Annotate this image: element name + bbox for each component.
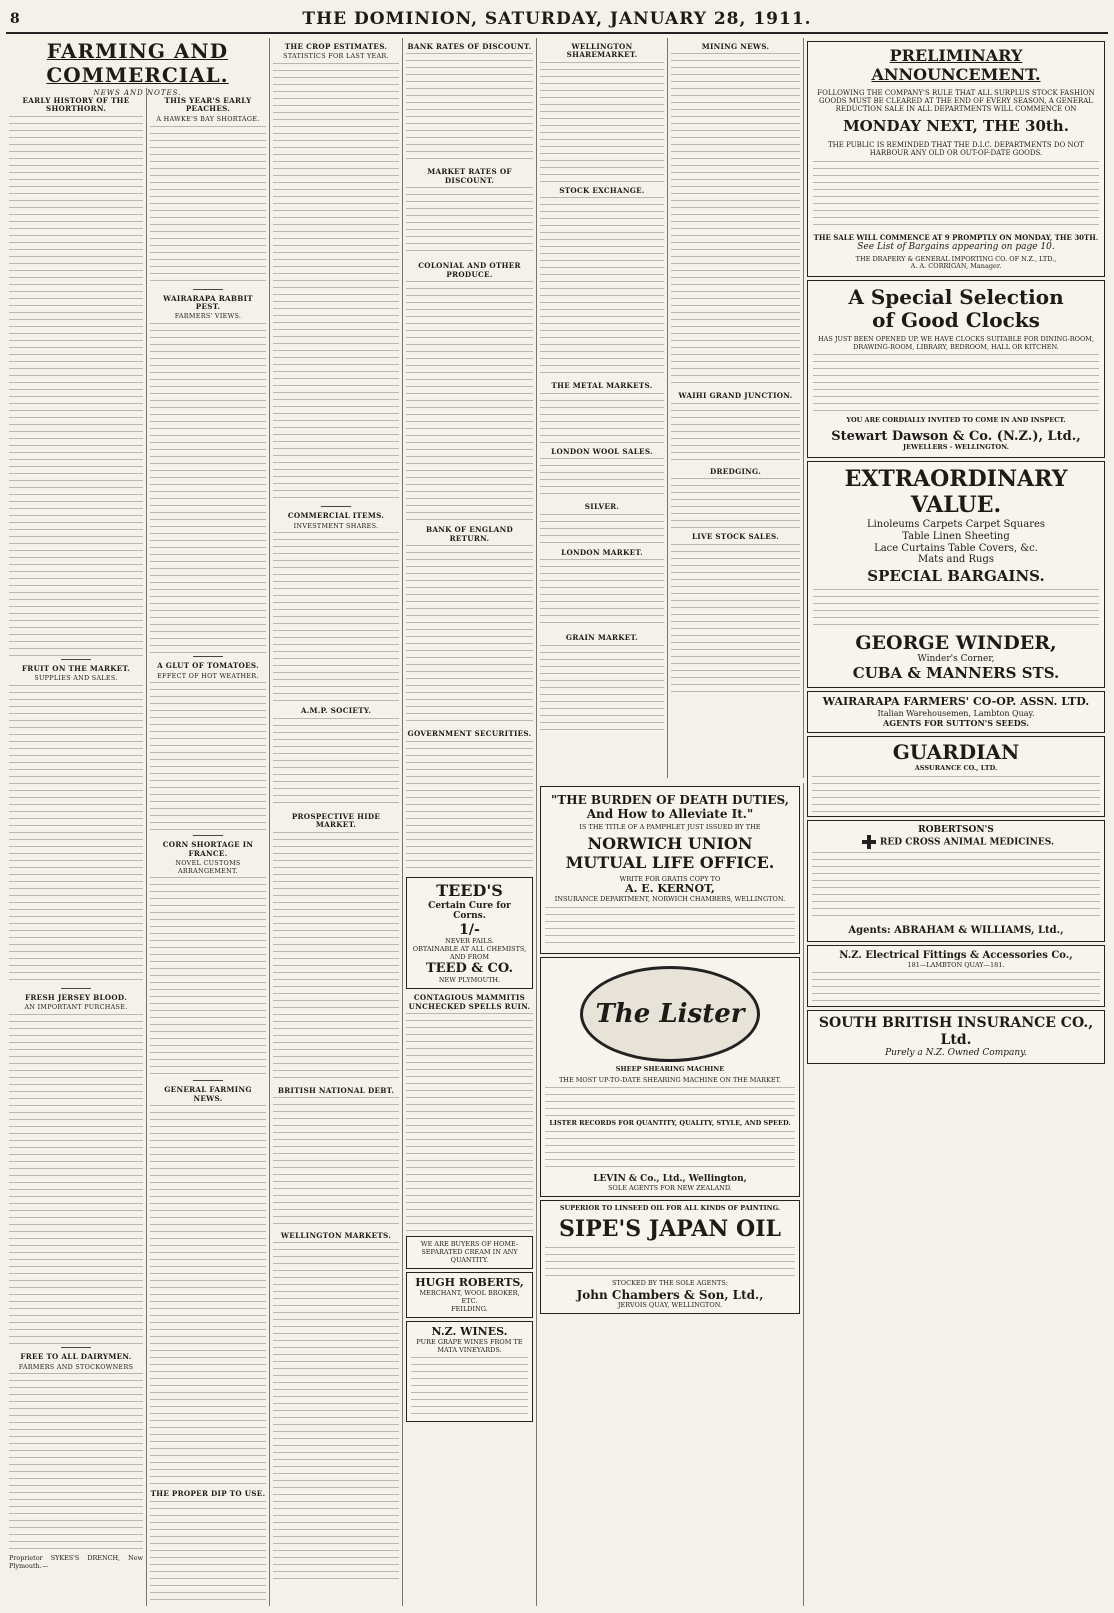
article-heading: BANK RATES OF DISCOUNT. [407,42,532,51]
article-subheading: INVESTMENT SHARES. [293,521,379,530]
newspaper-page [6,6,1108,1606]
norwich-write: WRITE FOR GRATIS COPY TO [619,874,721,883]
norwich-name1: NORWICH UNION [587,833,753,853]
prelim-monday: MONDAY NEXT, THE 30th. [843,116,1069,135]
article-body [150,1105,266,1485]
column-2 [147,38,270,1606]
article-heading: BRITISH NATIONAL DEBT. [277,1085,395,1095]
lister-firm: LEVIN & Co., Ltd., Wellington, [593,1173,747,1184]
lister-agents: SOLE AGENTS FOR NEW ZEALAND. [608,1183,732,1192]
article-heading: GOVERNMENT SECURITIES. [407,729,532,739]
sipes-ad [540,1200,800,1314]
article-body [150,877,266,1077]
section-title: FARMING AND COMMERCIAL. [46,39,229,87]
article-body [406,53,533,163]
column-3 [270,38,403,1606]
article-body [9,685,143,985]
teeds-obtain: OBTAINABLE AT ALL CHEMISTS, AND FROM [412,945,527,961]
extra-2: VALUE. [910,491,1002,518]
article-heading: PROSPECTIVE HIDE MARKET. [291,811,381,830]
masthead [6,6,1108,34]
article-subheading: EFFECT OF HOT WEATHER. [157,671,259,680]
article-body [406,1013,533,1233]
wairarapa-2: Italian Warehousemen, Lambton Quay. [877,709,1035,719]
electrical-sub: 181—LAMBTON QUAY—181. [907,960,1005,969]
article-heading: WAIHI GRAND JUNCTION. [678,391,793,401]
southbrit-sub: Purely a N.Z. Owned Company. [885,1048,1027,1059]
teeds-never: NEVER FAILS. [445,937,494,946]
article-heading: COMMERCIAL ITEMS. [287,511,385,521]
article-heading: MARKET RATES OF DISCOUNT. [427,167,512,185]
robertson-title: ROBERTSON'S [918,824,994,835]
teeds-line: Certain Cure for Corns. [428,900,511,922]
lister-reasons: LISTER RECORDS FOR QUANTITY, QUALITY, STYLE, AND SPEED. [549,1119,791,1128]
goods-3: Lace Curtains Table Covers, &c. [874,542,1038,554]
lister-line: THE MOST UP-TO-DATE SHEARING MACHINE ON THE MARKET. [558,1075,782,1084]
dic-seelist: See List of Bargains appearing on page 10. [857,241,1055,252]
article-subheading: AN IMPORTANT PURCHASE. [24,1003,128,1012]
article-heading: BANK OF ENGLAND RETURN. [426,525,513,543]
hugh-place: FEILDING. [451,1304,488,1313]
hugh-name: HUGH ROBERTS, [415,1276,524,1290]
article-body [273,1097,399,1227]
stewart-sub: JEWELLERS - WELLINGTON. [903,443,1009,452]
article-heading: GENERAL FARMING NEWS. [164,1085,252,1103]
electrical-title: N.Z. Electrical Fittings & Accessories Co., [839,949,1073,961]
norwich-dept: INSURANCE DEPARTMENT, NORWICH CHAMBERS, WELLINGTON. [554,895,786,904]
article-heading: GRAIN MARKET. [565,633,639,643]
article-body [540,62,664,182]
article-heading: WAIRARAPA RABBIT PEST. [163,293,253,311]
section-banner [6,38,270,98]
article-body [671,403,800,463]
article-heading: CORN SHORTAGE IN FRANCE. [162,840,254,858]
article-heading: THIS YEAR'S EARLY PEACHES. [164,96,252,114]
article-heading: SILVER. [584,502,620,512]
article-body [406,187,533,257]
article-heading: WELLINGTON SHAREMARKET. [566,42,638,60]
clocks-ad [807,280,1105,458]
article-subheading: STATISTICS FOR LAST YEAR. [283,52,389,61]
article-body [9,116,143,656]
article-body [273,1242,399,1582]
prelim-title: PRELIMINARY ANNOUNCEMENT. [871,46,1041,84]
winder-ad [807,461,1105,688]
article-body [671,53,800,273]
guardian-sub: ASSURANCE CO., LTD. [914,763,998,772]
cream-text: WE ARE BUYERS OF HOME-SEPARATED CREAM IN ANY QUANTITY. [420,1240,519,1264]
section-subtitle: NEWS AND NOTES. [93,89,182,98]
article-body [406,281,533,521]
newspaper-title: THE DOMINION, SATURDAY, JANUARY 28, 1911. [302,8,812,29]
share-table [273,532,399,702]
hugh-roberts-ad [406,1272,533,1318]
article-body [540,197,664,377]
article-subheading: FARMERS' VIEWS. [174,312,242,321]
winder-name: GEORGE WINDER, [855,631,1057,654]
article-body [406,545,533,725]
article-body [540,645,664,735]
article-body [150,323,266,653]
robertson-ad [807,820,1105,942]
wairarapa-ad [807,691,1105,733]
dic-sale: THE SALE WILL COMMENCE AT 9 PROMPTLY ON MONDAY, THE 30TH. [813,232,1099,242]
sipes-name: SIPE'S JAPAN OIL [559,1215,781,1242]
article-heading: A.M.P. SOCIETY. [300,706,372,716]
article-body [273,63,399,503]
sipes-top: SUPERIOR TO LINSEED OIL FOR ALL KINDS OF PAINTING. [559,1204,781,1213]
article-heading: LONDON WOOL SALES. [551,446,653,456]
teeds-firm: TEED & CO. [426,961,513,977]
dic-ad [807,41,1105,277]
article-body [671,478,800,528]
article-heading: COLONIAL AND OTHER PRODUCE. [418,261,521,279]
price-table [671,277,800,387]
article-heading: CONTAGIOUS MAMMITIS UNCHECKED SPELLS RUIN. [408,993,531,1011]
norwich-line: IS THE TITLE OF A PAMPHLET JUST ISSUED BY THE [579,823,761,832]
column-6 [668,38,804,778]
winder-sub: Winder's Corner, [917,654,995,665]
sipes-addr: JERVOIS QUAY, WELLINGTON. [617,1300,723,1309]
lister-ad [540,957,800,1197]
wines-title: N.Z. WINES. [431,1325,508,1339]
red-cross-icon [862,835,876,849]
column-1 [6,38,147,1606]
dic-name: THE DRAPERY & GENERAL IMPORTING CO. OF N.Z., LTD., [855,254,1057,263]
article-body [273,718,399,808]
southbrit-title: SOUTH BRITISH INSURANCE CO., Ltd. [818,1015,1094,1048]
article-heading: THE CROP ESTIMATES. [284,42,388,51]
teeds-town: NEW PLYMOUTH. [438,975,501,984]
clocks-invite: YOU ARE CORDIALLY INVITED TO COME IN AND INSPECT. [846,416,1066,425]
column-7 [804,38,1108,1606]
dic-body: THE PUBLIC IS REMINDED THAT THE D.I.C. DEPARTMENTS DO NOT HARBOUR ANY OLD OR OUT-OF-DATE GOODS. [828,141,1084,158]
goods-1: Linoleums Carpets Carpet Squares [866,518,1046,530]
clocks-title2: of Good Clocks [872,308,1040,333]
robertson-agents: Agents: ABRAHAM & WILLIAMS, Ltd., [848,925,1064,937]
ads-block [537,783,804,1606]
dic-mgr: A. A. CORRIGAN, Manager. [910,262,1002,271]
article-heading: A GLUT OF TOMATOES. [157,661,259,671]
columns [6,38,1108,1606]
goods-4: Mats and Rugs [917,554,994,566]
norwich-union-ad [540,786,800,954]
robertson-line [812,835,1100,849]
article-heading: FREE TO ALL DAIRYMEN. [20,1352,132,1362]
article-heading: MINING NEWS. [701,42,770,51]
article-heading: THE PROPER DIP TO USE. [150,1489,266,1499]
clocks-line: HAS JUST BEEN OPENED UP. WE HAVE CLOCKS SUITABLE FOR DINING-ROOM, DRAWING-ROOM, LIBRARY, BEDROOM, HALL OR KITCHEN. [817,335,1095,351]
teeds-ad [406,877,533,990]
article-body [9,1373,143,1553]
sipes-firm: John Chambers & Son, Ltd., [576,1287,764,1302]
goods-2: Table Linen Sheeting [902,530,1010,542]
clocks-title1: A Special Selection [848,284,1064,309]
article-heading: WELLINGTON MARKETS. [280,1231,392,1240]
column-4 [403,38,537,1606]
lister-logo-text: The Lister [595,998,745,1029]
article-subheading: A HAWKE'S BAY SHORTAGE. [156,114,260,123]
article-body [540,458,664,498]
wairarapa-3: AGENTS FOR SUTTON'S SEEDS. [883,717,1029,728]
article-body [540,393,664,443]
page-number: 8 [10,11,20,27]
article-body [9,1014,143,1344]
article-heading: LIVE STOCK SALES. [691,532,780,542]
stewart-name: Stewart Dawson & Co. (N.Z.), Ltd., [831,429,1081,445]
article-heading: FRESH JERSEY BLOOD. [24,993,128,1002]
sipes-stocked: STOCKED BY THE SOLE AGENTS: [611,1278,728,1287]
special-bargains: SPECIAL BARGAINS. [867,567,1045,586]
article-subheading: SUPPLIES AND SALES. [34,674,118,683]
norwich-q2: And How to Alleviate It." [586,807,754,822]
article-heading: FRUIT ON THE MARKET. [21,663,131,673]
article-subheading: NOVEL CUSTOMS ARRANGEMENT. [175,859,241,875]
article-heading: STOCK EXCHANGE. [559,185,645,195]
prelim-body: FOLLOWING THE COMPANY'S RULE THAT ALL SURPLUS STOCK FASHION GOODS MUST BE CLEARED AT THE END OF EVERY SEASON, A GENERAL REDUCTION SALE IN ALL DEPARTMENTS WILL COMMENCE ON [817,88,1095,114]
article-heading: LONDON MARKET. [561,547,643,557]
article-body [273,832,399,1082]
article-body [150,682,266,832]
article-body [671,544,800,694]
article-body [540,514,664,544]
extra-1: EXTRAORDINARY [844,466,1068,492]
article-body [150,1501,266,1606]
article-subheading: FARMERS AND STOCKOWNERS [18,1362,134,1371]
norwich-q1: "THE BURDEN OF DEATH DUTIES, [551,793,789,807]
robertson-2: RED CROSS ANIMAL MEDICINES. [879,837,1055,848]
article-body [150,126,266,286]
lister-logo [580,966,760,1062]
column-5 [537,38,668,778]
lister-sub: SHEEP SHEARING MACHINE [615,1065,725,1073]
cream-ad [406,1236,533,1269]
guardian-ad [807,736,1105,816]
wines-ad [406,1321,533,1421]
electrical-ad [807,945,1105,1007]
winder-loc: CUBA & MANNERS STS. [852,663,1060,682]
article-body [540,559,664,629]
article-heading: DREDGING. [709,466,762,476]
guardian-title: GUARDIAN [892,740,1020,765]
teeds-title: TEED'S [436,880,503,900]
south-british-ad [807,1010,1105,1064]
hugh-line: MERCHANT, WOOL BROKER, ETC. [419,1289,520,1305]
wairarapa-title: WAIRARAPA FARMERS' CO-OP. ASSN. LTD. [822,695,1090,709]
teeds-price: 1/- [459,921,480,938]
article-heading: THE METAL MARKETS. [551,381,653,391]
wines-line: PURE GRAPE WINES FROM TE MATA VINEYARDS. [416,1338,523,1354]
securities-table [406,741,533,871]
norwich-agent: A. E. KERNOT, [625,882,715,896]
article-tail: Proprietor SYKES'S DRENCH, New Plymouth.— [9,1554,143,1570]
norwich-name2: MUTUAL LIFE OFFICE. [565,852,775,872]
article-heading: EARLY HISTORY OF THE SHORTHORN. [22,96,130,114]
